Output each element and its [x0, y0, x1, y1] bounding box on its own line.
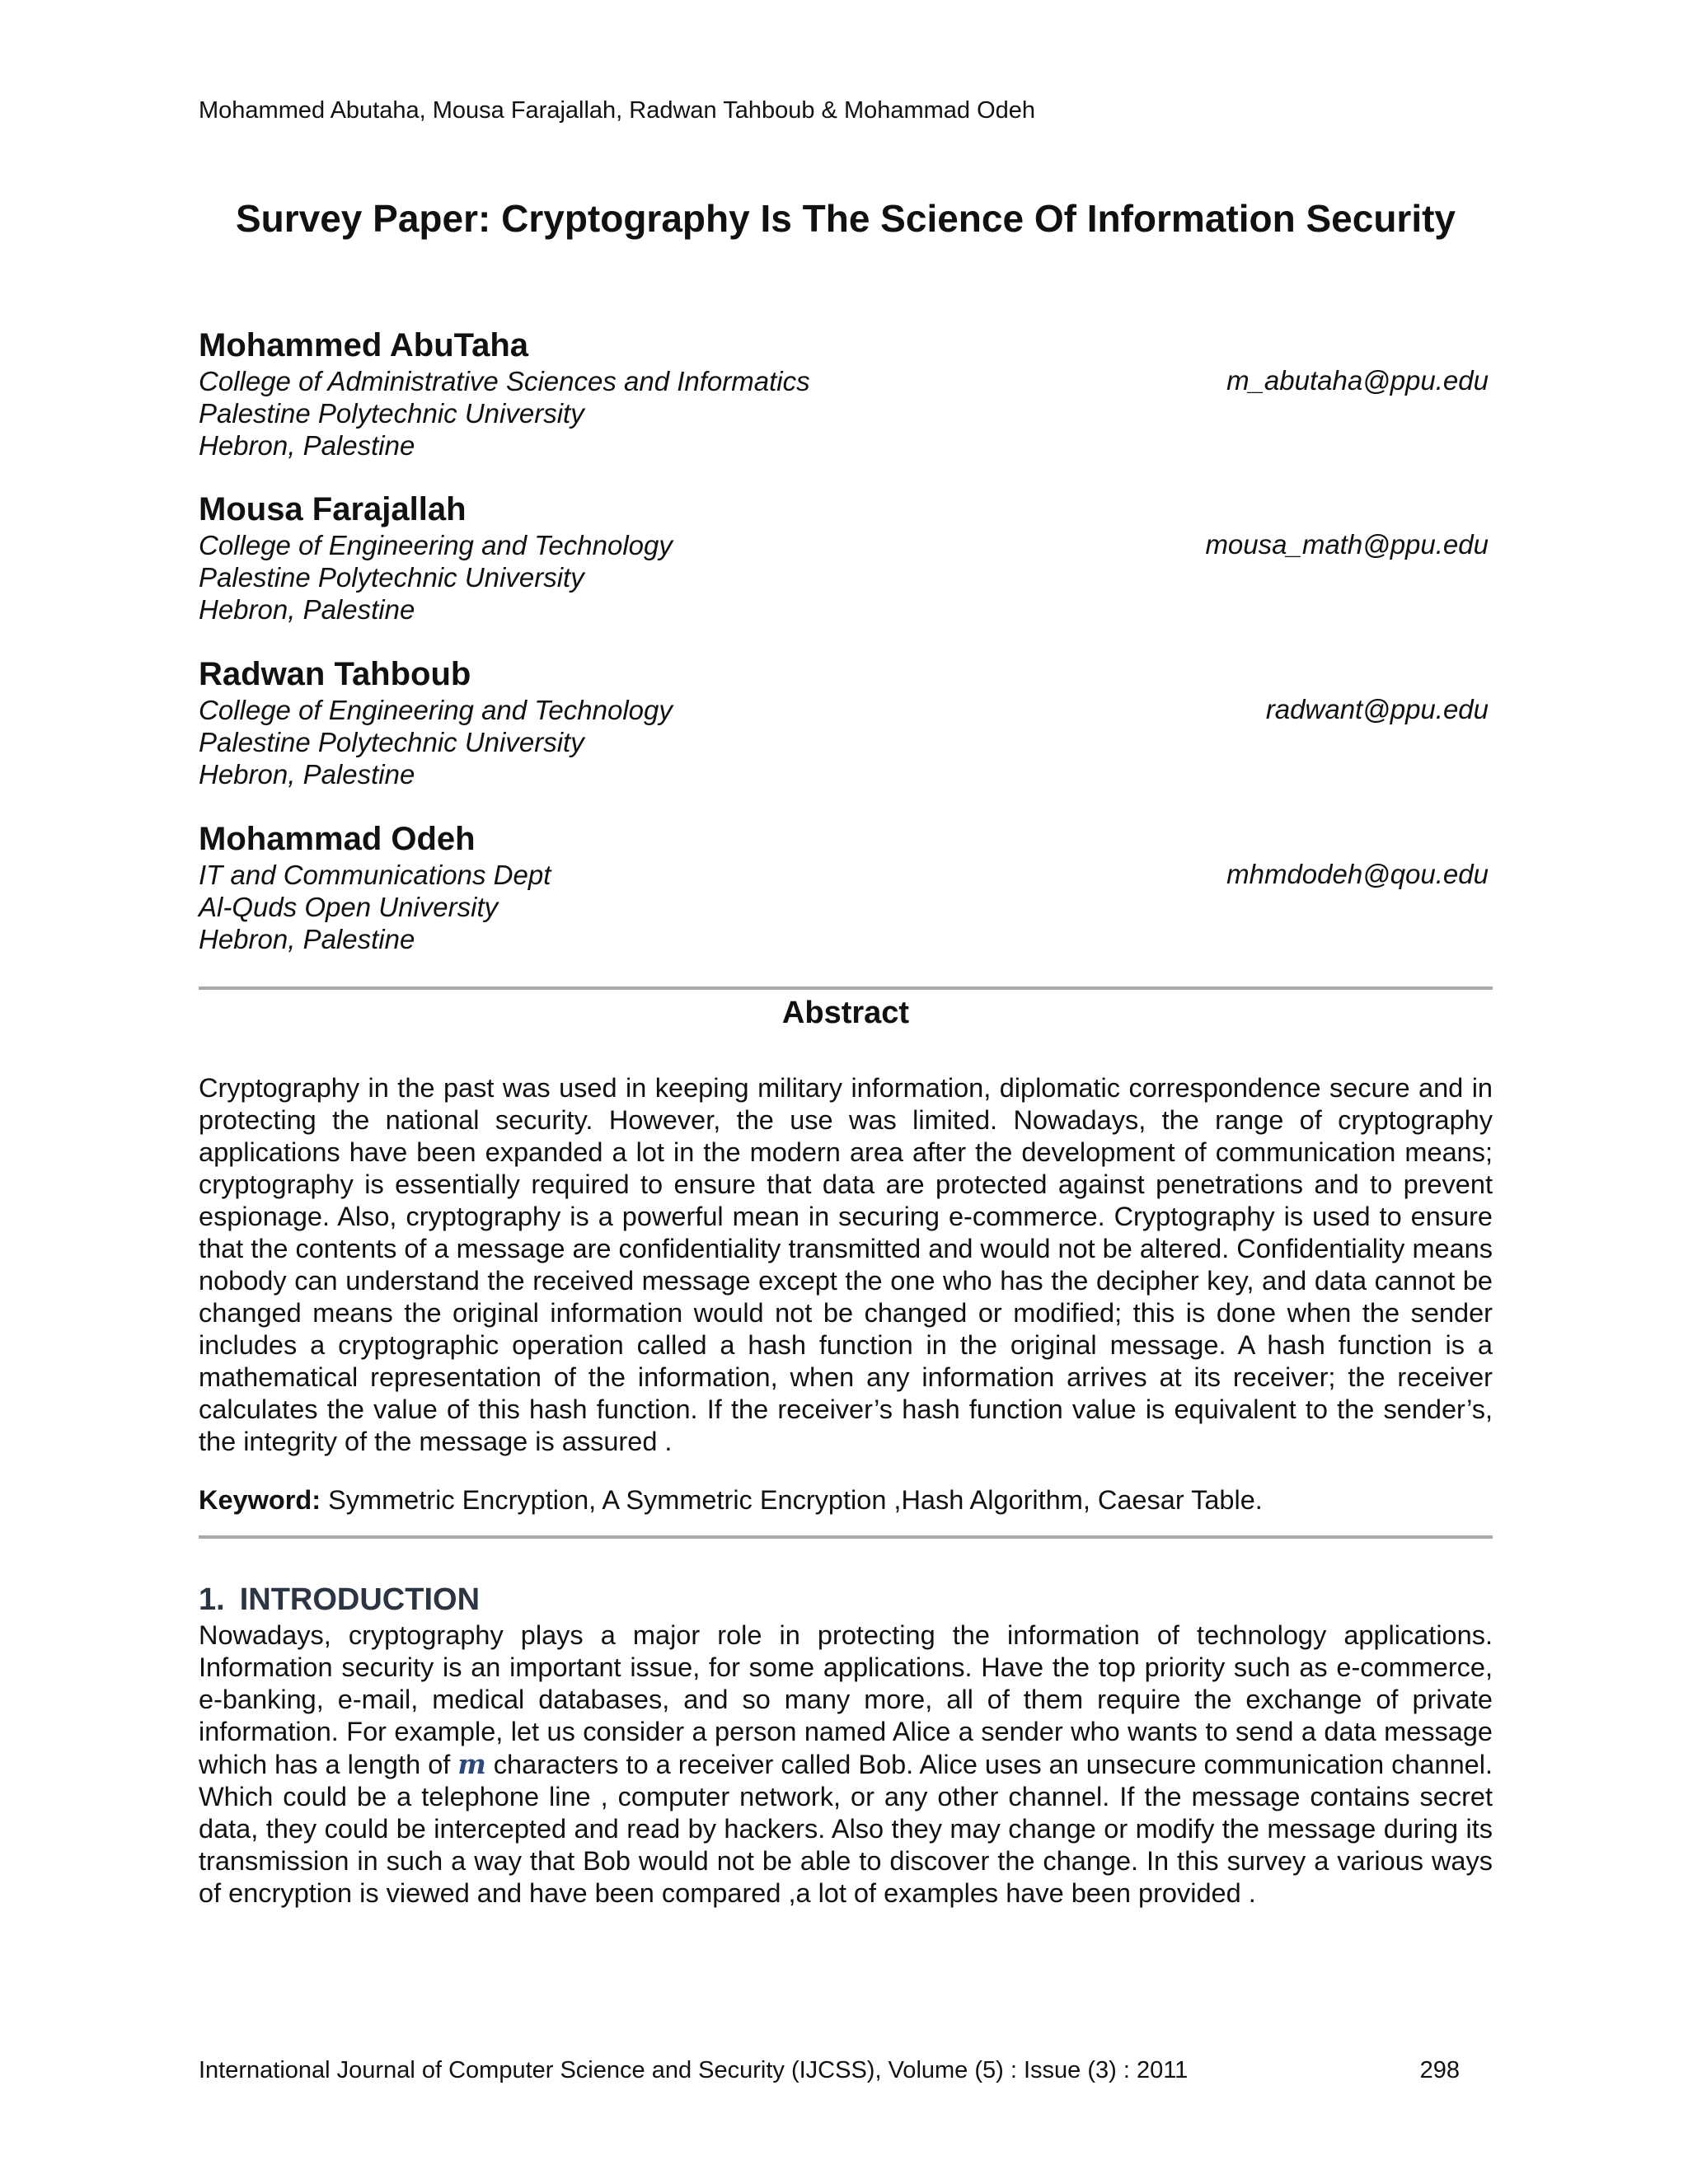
author-department: IT and Communications Dept	[199, 860, 551, 890]
author-department: College of Engineering and Technology	[199, 695, 673, 725]
author-block	[199, 654, 1493, 790]
author-location: Hebron, Palestine	[199, 430, 415, 461]
author-email: mousa_math@ppu.edu	[1205, 529, 1489, 560]
author-name: Mohammad Odeh	[199, 821, 476, 857]
intro-text-part-1: Nowadays, cryptography plays a major role in protecting the information of technology applications. Information security is an important issue, for some applications. Have the top priority such as e-commerce, e-banking, e-mail, medical databases, and so many more, all of them require the exchange of private information. For example, let us consider a person named Alice a sender who wants to send a data message which has a length of	[199, 1620, 1493, 1779]
author-university: Palestine Polytechnic University	[199, 727, 584, 757]
page-footer	[199, 2057, 1460, 2084]
section-heading	[199, 1582, 480, 1618]
author-location: Hebron, Palestine	[199, 924, 415, 954]
abstract-heading: Abstract	[781, 996, 910, 1030]
paper-title: Survey Paper: Cryptography Is The Science Of Information Security	[235, 197, 1456, 240]
author-block	[199, 326, 1493, 462]
page-number: 298	[1419, 2057, 1460, 2083]
divider	[199, 1535, 1493, 1539]
author-block	[199, 819, 1493, 955]
author-university: Al-Quds Open University	[199, 892, 499, 922]
math-variable: m	[457, 1748, 486, 1780]
author-university: Palestine Polytechnic University	[199, 398, 584, 429]
keywords-line	[199, 1485, 1493, 1516]
author-university: Palestine Polytechnic University	[199, 562, 584, 593]
author-location: Hebron, Palestine	[199, 594, 415, 625]
intro-paragraph	[199, 1619, 1493, 1910]
divider	[199, 987, 1493, 990]
section-number: 1.	[199, 1582, 225, 1617]
author-block	[199, 490, 1493, 626]
journal-citation: International Journal of Computer Science and Security (IJCSS), Volume (5) : Issue (3) : 2011	[199, 2057, 1189, 2083]
running-header: Mohammed Abutaha, Mousa Farajallah, Radwan Tahboub & Mohammad Odeh	[199, 97, 1036, 124]
author-location: Hebron, Palestine	[199, 759, 415, 790]
section-title: INTRODUCTION	[239, 1582, 481, 1617]
keywords-text: Symmetric Encryption, A Symmetric Encryption ,Hash Algorithm, Caesar Table.	[328, 1485, 1263, 1515]
author-name: Mousa Farajallah	[199, 491, 467, 527]
author-department: College of Engineering and Technology	[199, 530, 673, 560]
author-email: radwant@ppu.edu	[1265, 694, 1489, 724]
author-email: mhmdodeh@qou.edu	[1226, 859, 1489, 889]
author-email: m_abutaha@ppu.edu	[1226, 365, 1489, 396]
author-department: College of Administrative Sciences and Informatics	[199, 366, 810, 396]
intro-text-part-2: characters to a receiver called Bob. Alice uses an unsecure communication channel. Which could be a telephone line , computer network, or any other channel. If the message contains secret data, they could be intercepted and read by hackers. Also they may change or modify the message during its transmission in such a way that Bob would not be able to discover the change. In this survey a various ways of encryption is viewed and have been compared ,a lot of examples have been provided .	[199, 1750, 1493, 1908]
keywords-label: Keyword:	[199, 1485, 321, 1515]
author-name: Mohammed AbuTaha	[199, 327, 529, 363]
author-name: Radwan Tahboub	[199, 656, 471, 692]
abstract-text: Cryptography in the past was used in keeping military information, diplomatic correspondence secure and in protecting the national security. However, the use was limited. Nowadays, the range of cryptography applications have been expanded a lot in the modern area after the development of communication means; cryptography is essentially required to ensure that data are protected against penetrations and to prevent espionage. Also, cryptography is a powerful mean in securing e-commerce. Cryptography is used to ensure that the contents of a message are confidentiality transmitted and would not be altered. Confidentiality means nobody can understand the received message except the one who has the decipher key, and data cannot be changed means the original information would not be changed or modified; this is done when the sender includes a cryptographic operation called a hash function in the original message. A hash function is a mathematical representation of the information, when any information arrives at its receiver; the receiver calculates the value of this hash function. If the receiver’s hash function value is equivalent to the sender’s, the integrity of the message is assured .	[199, 1073, 1493, 1456]
